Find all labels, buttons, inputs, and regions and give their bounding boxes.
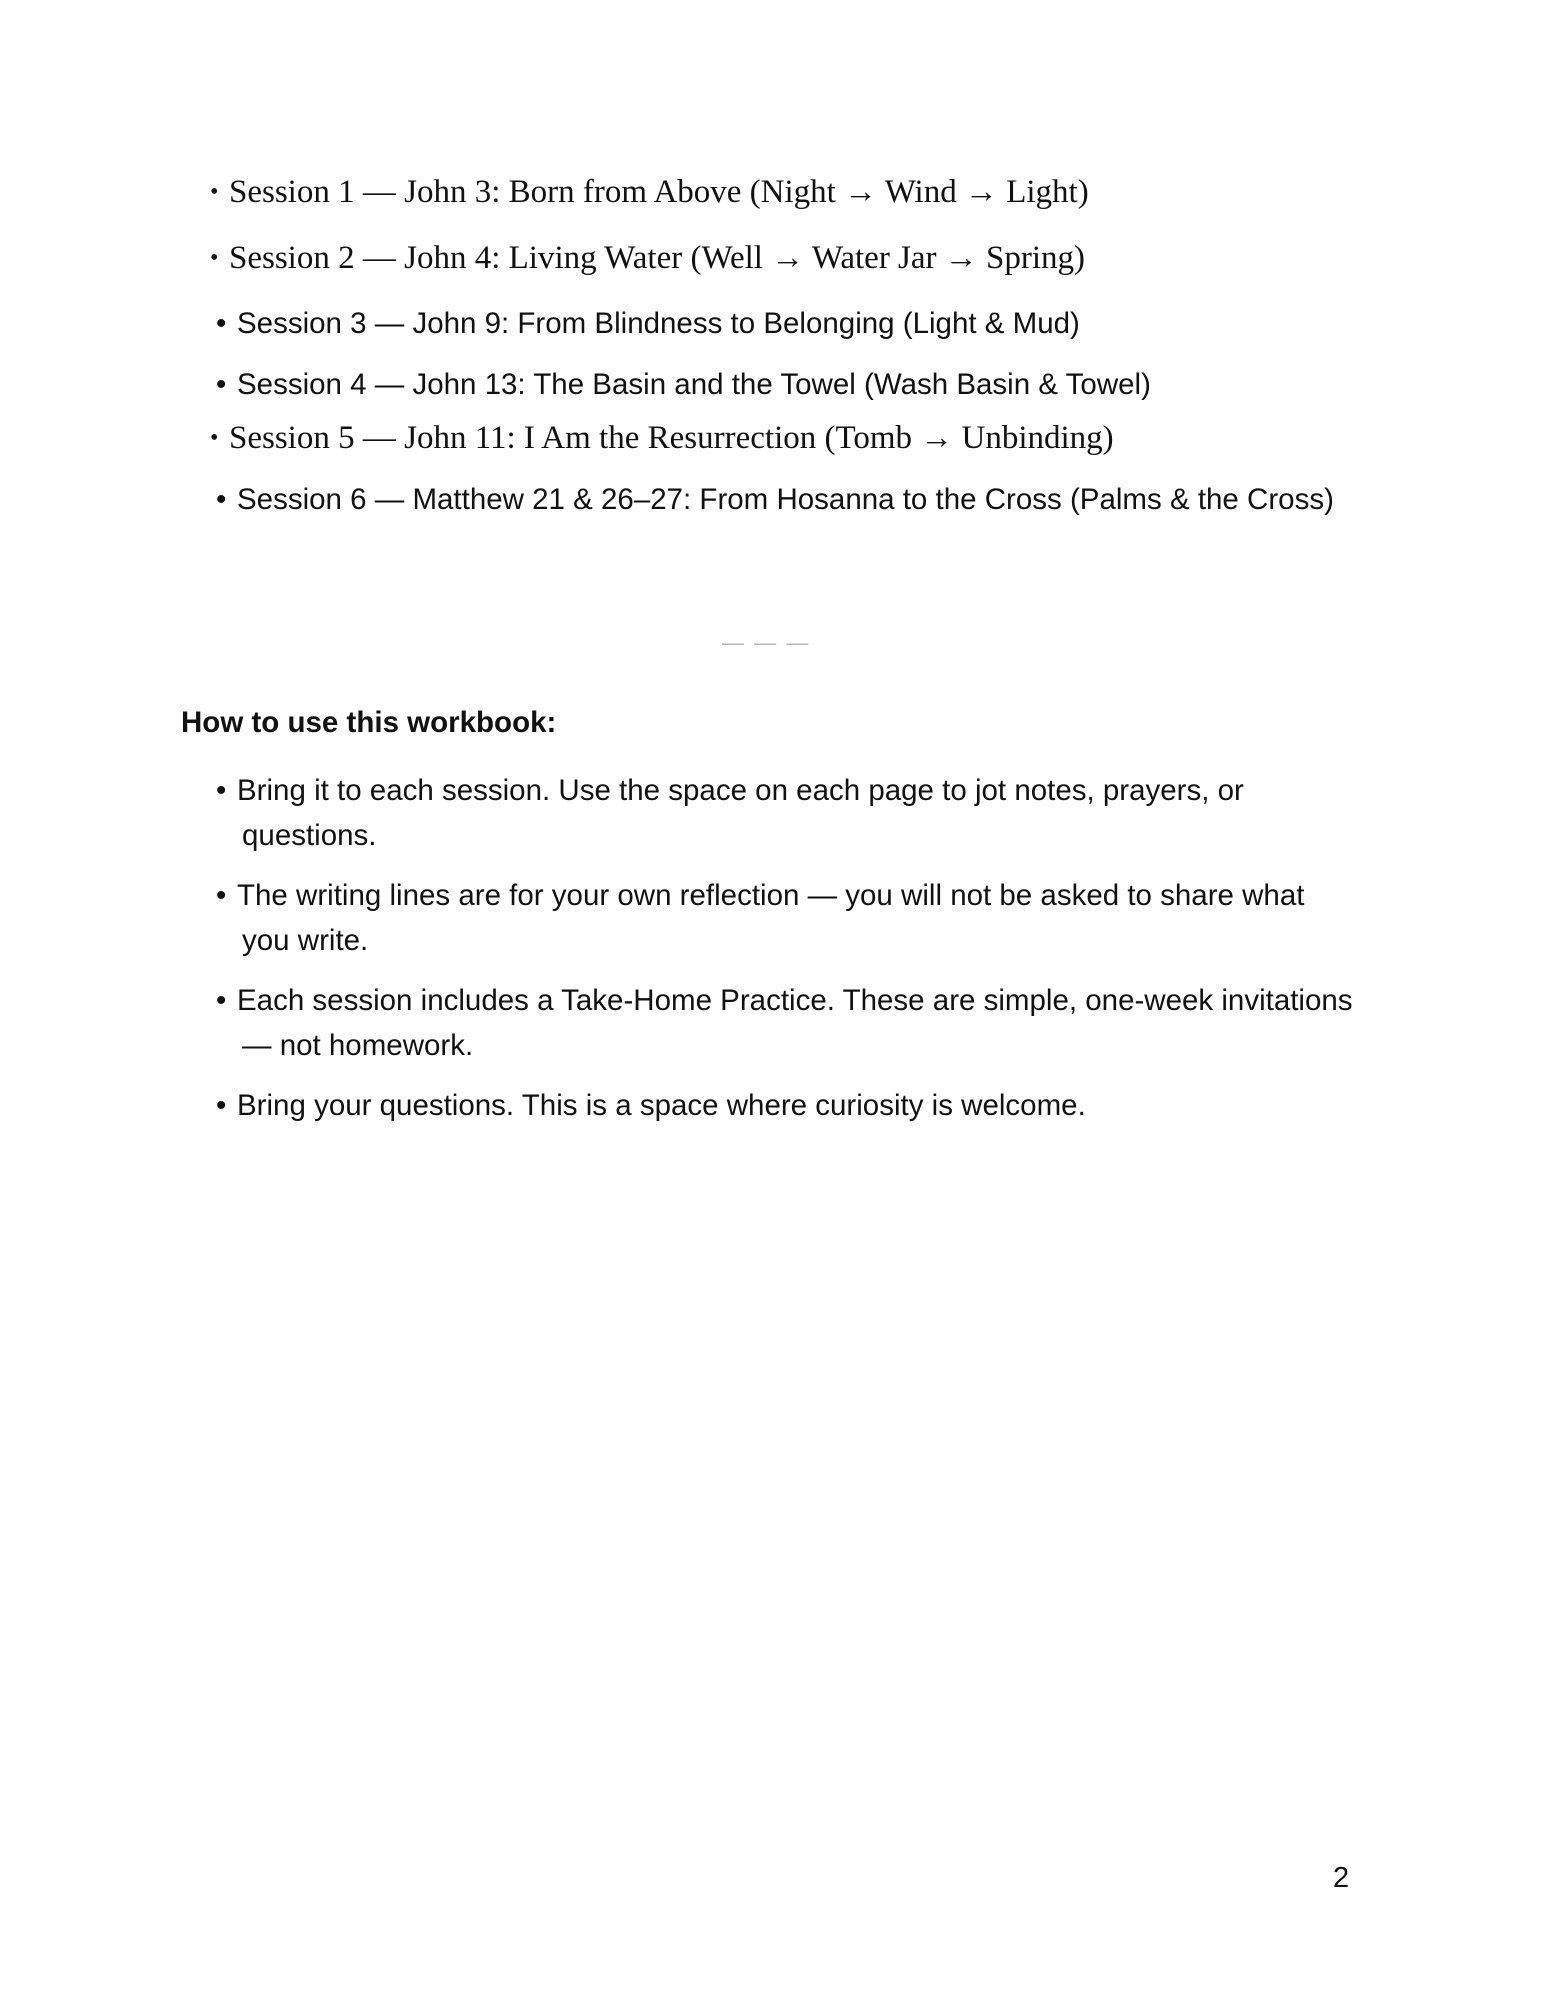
how-to-list — [210, 768, 1360, 1143]
session-list-item — [210, 418, 1360, 458]
list-item — [210, 1083, 1360, 1128]
session-title: Session 6 — Matthew 21 & 26–27: From Hosanna to the Cross (Palms & the Cross) — [237, 483, 1334, 516]
bullet: • — [210, 179, 219, 205]
page-number: 2 — [1333, 1862, 1350, 1894]
list-item — [210, 768, 1360, 858]
session-title: Session 1 — John 3: Born from Above (Night → Wind → Light) — [229, 174, 1089, 210]
session-list — [210, 172, 1360, 526]
section-divider: — — — — [722, 630, 811, 655]
list-item — [210, 873, 1360, 963]
bullet: • — [216, 307, 227, 340]
session-list-item — [210, 172, 1360, 212]
section-heading: How to use this workbook: — [181, 706, 557, 739]
list-item-text: Bring it to each session. Use the space on each page to jot notes, prayers, or questions. — [237, 774, 1244, 852]
session-title: Session 4 — John 13: The Basin and the Towel (Wash Basin & Towel) — [237, 368, 1151, 401]
list-item-text: The writing lines are for your own reflection — you will not be asked to share what you write. — [237, 879, 1305, 957]
list-item-text: Each session includes a Take-Home Practice. These are simple, one-week invitations — not homework. — [237, 984, 1353, 1062]
session-title: Session 3 — John 9: From Blindness to Belonging (Light & Mud) — [237, 307, 1080, 340]
session-list-item — [210, 474, 1360, 526]
session-title: Session 2 — John 4: Living Water (Well → Water Jar → Spring) — [229, 240, 1086, 276]
bullet: • — [216, 483, 227, 516]
list-item-text: Bring your questions. This is a space where curiosity is welcome. — [237, 1089, 1086, 1122]
bullet: • — [210, 425, 219, 451]
bullet: • — [216, 984, 227, 1017]
session-list-item — [210, 359, 1360, 411]
session-list-item — [210, 238, 1360, 278]
list-item — [210, 978, 1360, 1068]
bullet: • — [216, 1089, 227, 1122]
bullet: • — [216, 774, 227, 807]
session-list-item — [210, 298, 1360, 350]
bullet: • — [216, 879, 227, 912]
bullet: • — [216, 368, 227, 401]
session-title: Session 5 — John 11: I Am the Resurrection (Tomb → Unbinding) — [229, 420, 1114, 456]
bullet: • — [210, 245, 219, 271]
